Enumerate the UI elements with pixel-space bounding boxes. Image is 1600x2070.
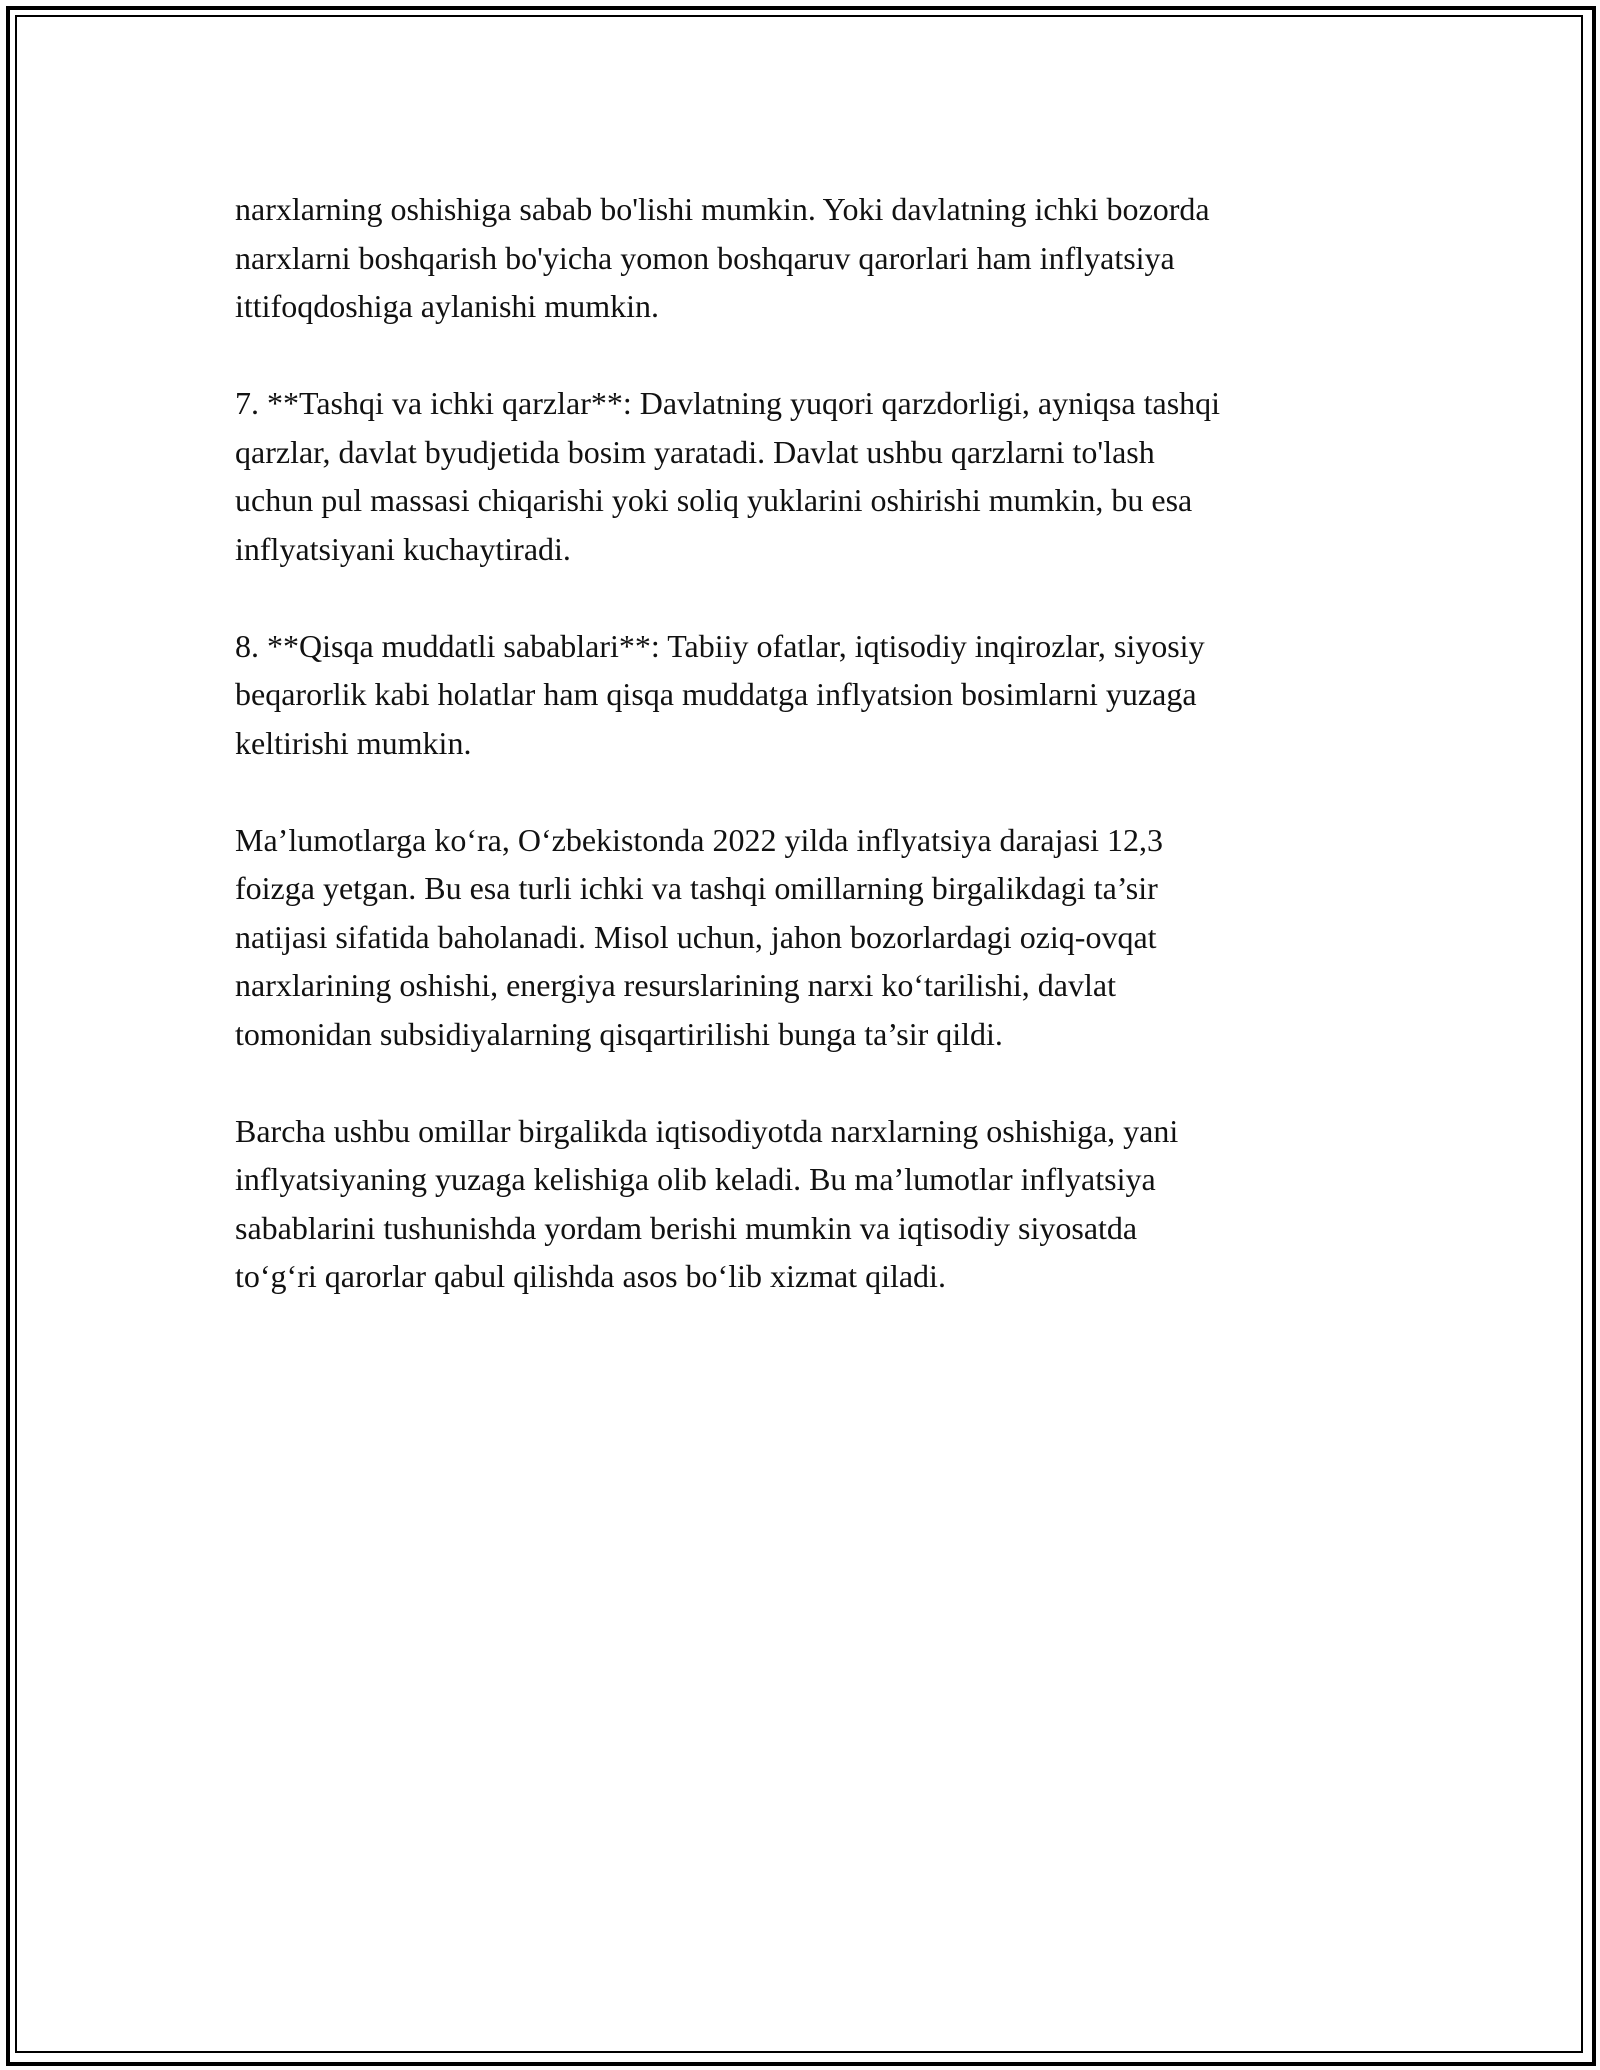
document-body	[235, 185, 1375, 1349]
text-line: sabablarini tushunishda yordam berishi mumkin va iqtisodiy siyosatda	[235, 1209, 1138, 1246]
text-line: foizga yetgan. Bu esa turli ichki va tashqi omillarning birgalikdagi ta’sir	[235, 870, 1158, 906]
text-line: 7. **Tashqi va ichki qarzlar**: Davlatning yuqori qarzdorligi, ayniqsa tashqi	[235, 385, 1221, 421]
text-line: inflyatsiyani kuchaytiradi.	[235, 530, 571, 567]
text-line: keltirishi mumkin.	[235, 724, 472, 761]
text-line: ittifoqdoshiga aylanishi mumkin.	[235, 288, 659, 324]
text-line: natijasi sifatida baholanadi. Misol uchun, jahon bozorlardagi oziq-ovqat	[235, 918, 1157, 955]
text-line: qarzlar, davlat byudjetida bosim yaratadi. Davlat ushbu qarzlarni to'lash	[235, 433, 1155, 470]
text-line: narxlarni boshqarish bo'yicha yomon boshqaruv qarorlari ham inflyatsiya	[235, 239, 1175, 276]
text-line: 8. **Qisqa muddatli sabablari**: Tabiiy ofatlar, iqtisodiy inqirozlar, siyosiy	[235, 627, 1205, 664]
text-line: uchun pul massasi chiqarishi yoki soliq yuklarini oshirishi mumkin, bu esa	[235, 482, 1193, 518]
paragraph-external-internal-debt	[235, 379, 1375, 573]
text-line: to‘g‘ri qarorlar qabul qilishda asos bo‘lib xizmat qiladi.	[235, 1258, 946, 1294]
paragraph-short-term-causes	[235, 622, 1375, 768]
text-line: beqarorlik kabi holatlar ham qisqa muddatga inflyatsion bosimlarni yuzaga	[235, 676, 1197, 712]
text-line: narxlarining oshishi, energiya resurslarining narxi ko‘tarilishi, davlat	[235, 967, 1116, 1003]
text-line: narxlarning oshishiga sabab bo'lishi mumkin. Yoki davlatning ichki bozorda	[235, 191, 1210, 227]
text-line: Ma’lumotlarga ko‘ra, O‘zbekistonda 2022 yilda inflyatsiya darajasi 12,3	[235, 821, 1164, 858]
text-line: Barcha ushbu omillar birgalikda iqtisodiyotda narxlarning oshishiga, yani	[235, 1112, 1179, 1149]
paragraph-inflation-management	[235, 185, 1375, 331]
text-line: tomonidan subsidiyalarning qisqartirilishi bunga ta’sir qildi.	[235, 1015, 1003, 1052]
text-line: inflyatsiyaning yuzaga kelishiga olib keladi. Bu ma’lumotlar inflyatsiya	[235, 1161, 1156, 1197]
paragraph-conclusion	[235, 1107, 1375, 1301]
paragraph-uzbekistan-2022-inflation	[235, 816, 1375, 1059]
